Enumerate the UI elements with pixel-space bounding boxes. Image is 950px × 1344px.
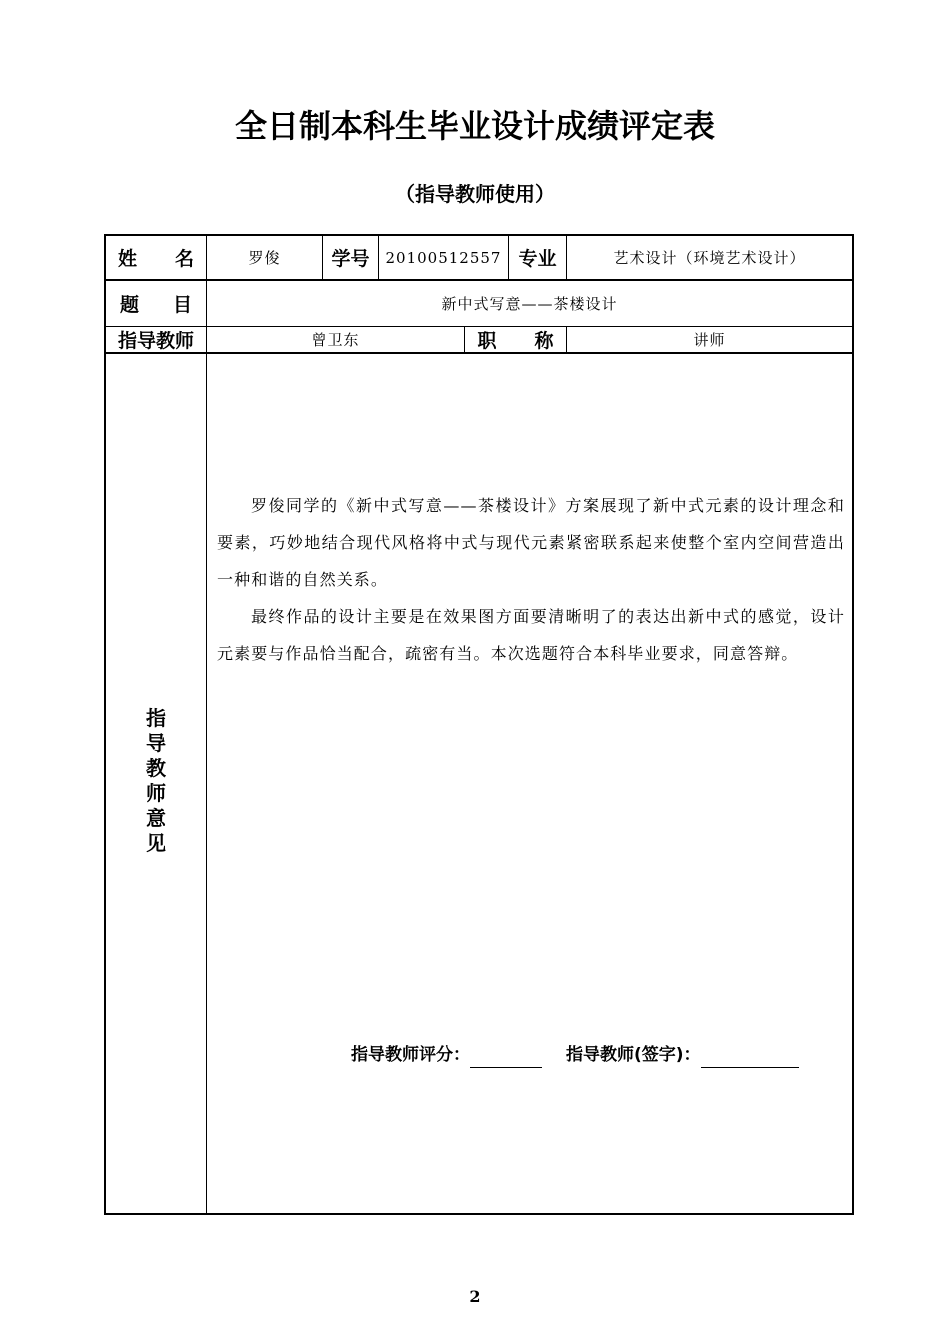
document-title: 全日制本科生毕业设计成绩评定表 — [234, 107, 715, 145]
major-value: 艺术设计（环境艺术设计） — [613, 249, 806, 267]
signature-label: 指导教师(签字)： — [566, 1045, 701, 1065]
signature-line — [566, 1042, 799, 1068]
col-divider — [206, 236, 207, 1213]
job-title-label: 职 称 — [477, 330, 554, 352]
score-label: 指导教师评分： — [351, 1045, 470, 1065]
name-label: 姓 名 — [118, 248, 194, 270]
evaluation-form — [104, 234, 854, 1215]
opinion-paragraph: 最终作品的设计主要是在效果图方面要清晰明了的表达出新中式的感觉，设计元素要与作品恰当配合，疏密有当。本次选题符合本科毕业要求，同意答辩。 — [217, 607, 845, 663]
major-label: 专业 — [518, 248, 557, 270]
job-title-value: 讲师 — [693, 331, 726, 349]
advisor-opinion-label: 指 导 教 师 意 见 — [146, 706, 166, 855]
advisor-label: 指导教师 — [117, 330, 194, 352]
signature-blank[interactable] — [701, 1045, 799, 1068]
topic-value: 新中式写意——茶楼设计 — [441, 294, 618, 313]
opinion-paragraph: 罗俊同学的《新中式写意——茶楼设计》方案展现了新中式元素的设计理念和要素，巧妙地结合现代风格将中式与现代元素紧密联系起来使整个室内空间营造出一种和谐的自然关系。 — [217, 496, 845, 589]
student-id-label: 学号 — [331, 248, 370, 270]
student-id-value: 20100512557 — [385, 248, 502, 267]
score-blank[interactable] — [470, 1045, 542, 1068]
topic-label: 题 目 — [119, 293, 193, 316]
name-value: 罗俊 — [248, 249, 281, 267]
page-number: 2 — [469, 1287, 481, 1306]
advisor-opinion-text — [217, 487, 845, 672]
advisor-value: 曾卫东 — [311, 331, 360, 349]
document-subtitle: （指导教师使用） — [395, 182, 555, 206]
score-line — [351, 1042, 542, 1068]
